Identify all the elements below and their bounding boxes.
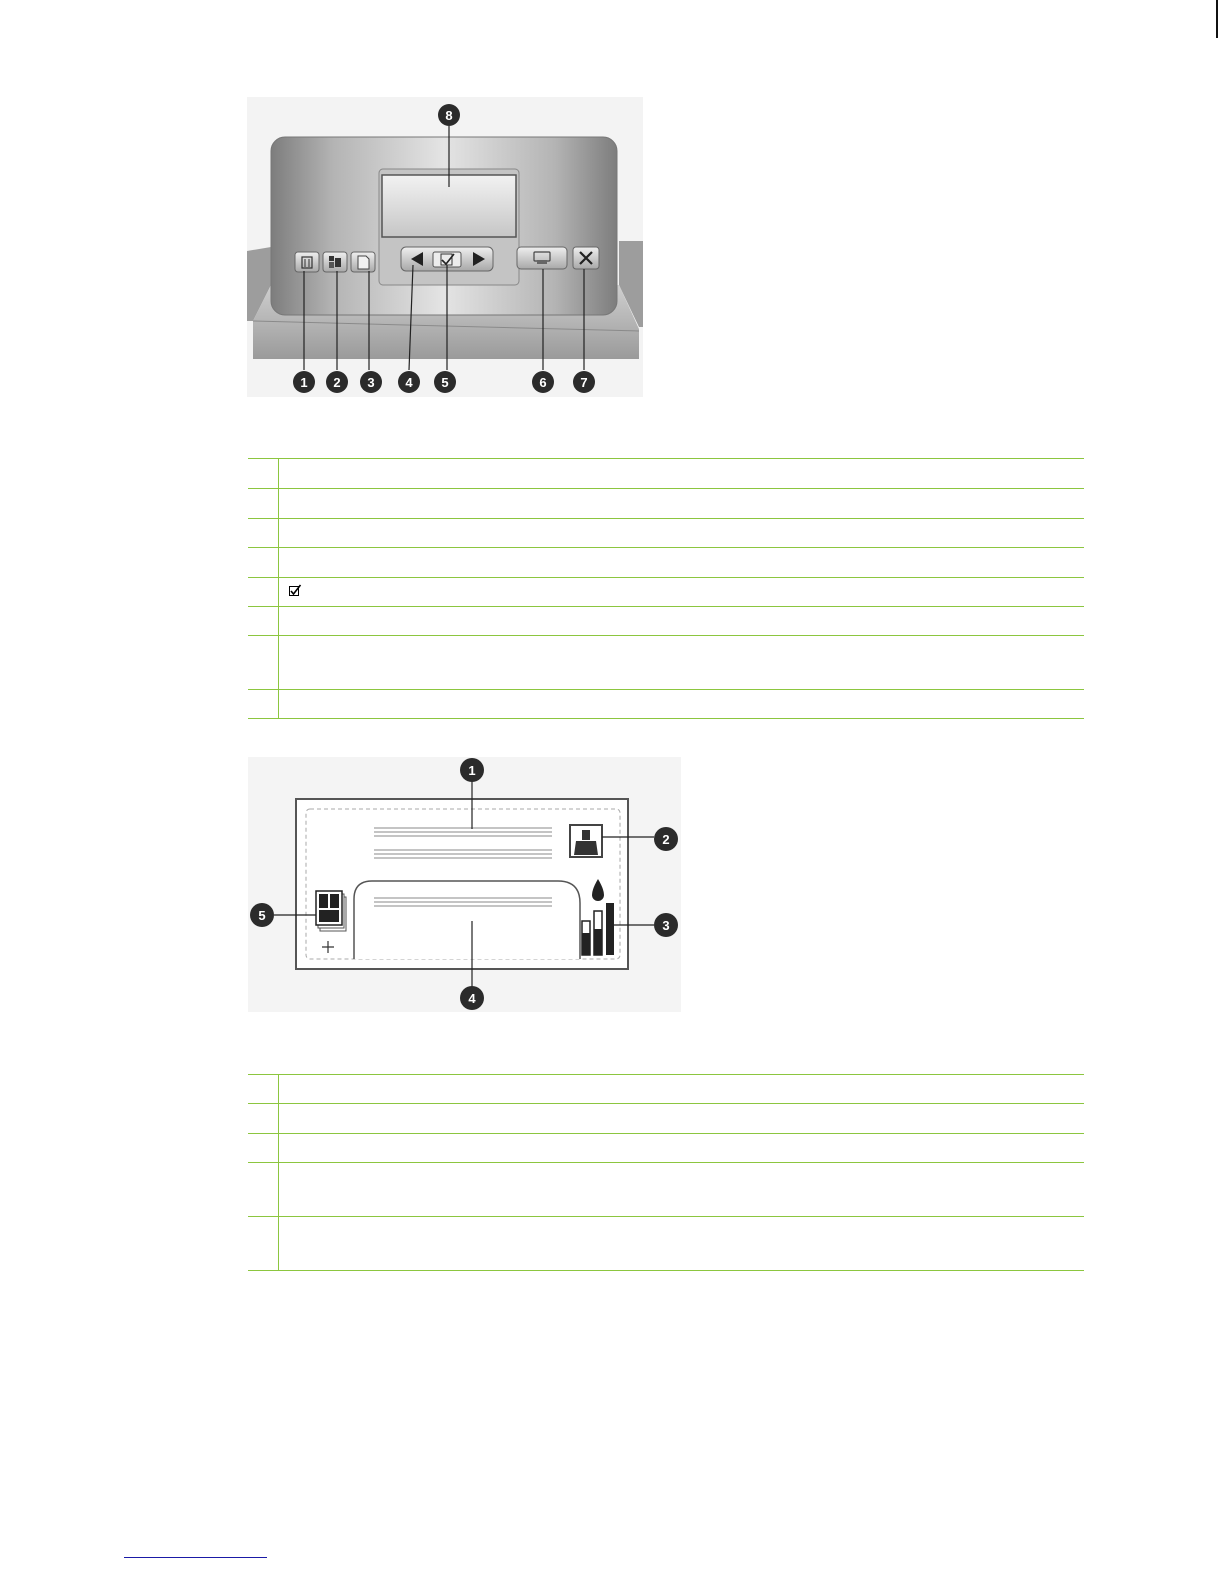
callout-3	[360, 371, 382, 393]
table-row	[248, 690, 1084, 719]
footer-link-underline[interactable]	[124, 1557, 267, 1558]
table-row	[248, 1104, 1084, 1134]
table-row	[248, 578, 1084, 607]
callout-4	[460, 986, 484, 1010]
checkbox-icon	[289, 584, 302, 597]
print-button[interactable]	[517, 247, 567, 269]
svg-text:4: 4	[405, 375, 413, 390]
screen-legend-table	[248, 1074, 1084, 1271]
row-number	[248, 548, 279, 578]
row-number	[248, 1134, 279, 1163]
svg-text:5: 5	[258, 908, 266, 923]
table-row	[248, 1134, 1084, 1163]
svg-text:5: 5	[441, 375, 449, 390]
row-description	[279, 1075, 1085, 1104]
row-number	[248, 1104, 279, 1134]
table-row	[248, 489, 1084, 519]
callout-1	[460, 758, 484, 782]
row-number	[248, 607, 279, 636]
row-description	[279, 636, 1085, 690]
row-number	[248, 1075, 279, 1104]
control-panel-legend-table	[248, 458, 1084, 719]
callout-2	[326, 371, 348, 393]
table-row	[248, 459, 1084, 489]
table-row	[248, 1163, 1084, 1217]
message-area-lines	[374, 897, 552, 907]
control-panel-figure	[247, 97, 643, 397]
callout-4	[398, 371, 420, 393]
callout-2	[654, 827, 678, 851]
page-button[interactable]	[351, 252, 375, 272]
callout-5	[434, 371, 456, 393]
row-description	[279, 1134, 1085, 1163]
table-row	[248, 1075, 1084, 1104]
callout-6	[532, 371, 554, 393]
row-number	[248, 489, 279, 519]
callout-5	[250, 903, 274, 927]
delete-button[interactable]	[295, 252, 319, 272]
row-description	[279, 1217, 1085, 1271]
callout-1	[293, 371, 315, 393]
callout-8	[438, 104, 460, 126]
row-description	[279, 607, 1085, 636]
row-number	[248, 690, 279, 719]
svg-text:8: 8	[445, 108, 453, 123]
row-number	[248, 459, 279, 489]
row-description	[279, 578, 1085, 607]
table-row	[248, 548, 1084, 578]
cancel-button[interactable]	[573, 247, 599, 269]
svg-text:2: 2	[333, 375, 341, 390]
svg-text:3: 3	[662, 918, 670, 933]
svg-text:2: 2	[662, 832, 670, 847]
svg-text:1: 1	[468, 763, 476, 778]
row-number	[248, 636, 279, 690]
page-icon	[358, 256, 369, 269]
row-description	[279, 519, 1085, 548]
page-edge-mark	[1216, 0, 1218, 38]
layout-stack-icon	[316, 891, 346, 931]
callout-3	[654, 913, 678, 937]
row-number	[248, 519, 279, 548]
row-description	[279, 1163, 1085, 1217]
select-photos-button[interactable]	[433, 252, 461, 267]
photo-indicator-icon	[570, 825, 602, 857]
row-number	[248, 1217, 279, 1271]
printer-screen-figure	[248, 757, 681, 1012]
message-area	[354, 881, 580, 959]
table-row	[248, 636, 1084, 690]
svg-text:7: 7	[580, 375, 588, 390]
svg-text:1: 1	[300, 375, 308, 390]
svg-text:6: 6	[539, 375, 547, 390]
svg-text:4: 4	[468, 991, 476, 1006]
row-number	[248, 578, 279, 607]
row-description	[279, 459, 1085, 489]
layout-button[interactable]	[323, 252, 347, 272]
table-row	[248, 607, 1084, 636]
table-row	[248, 1217, 1084, 1271]
row-description	[279, 690, 1085, 719]
callout-7	[573, 371, 595, 393]
svg-text:3: 3	[367, 375, 375, 390]
table-row	[248, 519, 1084, 548]
row-description	[279, 1104, 1085, 1134]
row-number	[248, 1163, 279, 1217]
row-description	[279, 548, 1085, 578]
row-description	[279, 489, 1085, 519]
